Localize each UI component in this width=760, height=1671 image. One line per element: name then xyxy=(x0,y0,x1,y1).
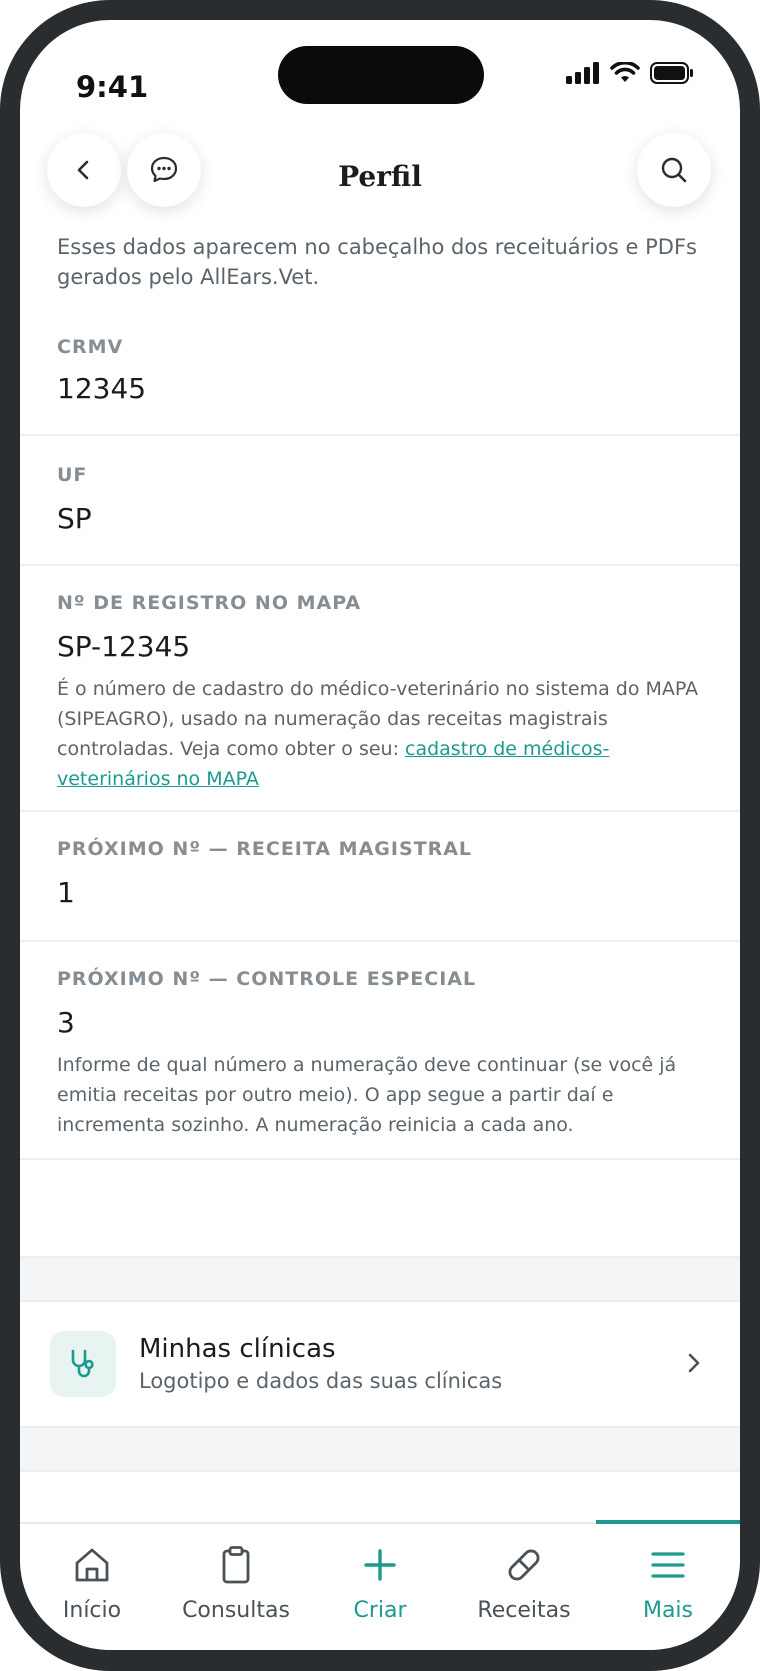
search-icon xyxy=(658,154,690,186)
tab-label: Mais xyxy=(642,1598,694,1623)
tab-consultas[interactable] xyxy=(164,1524,308,1650)
magistral-label: PRÓXIMO Nº — RECEITA MAGISTRAL xyxy=(57,838,473,860)
tab-inicio[interactable] xyxy=(20,1524,164,1650)
home-icon xyxy=(72,1545,112,1585)
tab-bar xyxy=(20,1522,740,1650)
mapa-label: Nº DE REGISTRO NO MAPA xyxy=(57,592,362,614)
crmv-field[interactable] xyxy=(20,316,740,436)
mapa-help-text: É o número de cadastro do médico-veterinário no sistema do MAPA (SIPEAGRO), usado na numeração das receitas magistrais controladas. Veja como obter o seu: xyxy=(57,678,699,760)
tab-criar[interactable] xyxy=(308,1524,452,1650)
tab-mais[interactable] xyxy=(596,1524,740,1650)
uf-field[interactable] xyxy=(20,436,740,566)
clinics-title: Minhas clínicas xyxy=(139,1334,336,1364)
chevron-right-icon xyxy=(682,1348,706,1378)
mapa-field[interactable] xyxy=(20,566,740,812)
battery-icon xyxy=(650,62,694,84)
uf-value[interactable]: SP xyxy=(57,502,92,535)
clinics-subtitle: Logotipo e dados das suas clínicas xyxy=(139,1369,503,1393)
controle-field[interactable] xyxy=(20,942,740,1160)
section-divider xyxy=(20,1256,740,1302)
uf-label: UF xyxy=(57,464,88,486)
mapa-help xyxy=(57,674,707,794)
crmv-label: CRMV xyxy=(57,336,124,358)
page-title: Perfil xyxy=(338,160,422,193)
pill-icon xyxy=(504,1545,544,1585)
wifi-icon xyxy=(610,62,640,84)
status-icons xyxy=(566,58,694,88)
section-divider xyxy=(20,1426,740,1472)
signal-icon xyxy=(566,62,600,84)
tab-label: Início xyxy=(62,1598,122,1623)
mapa-value[interactable]: SP-12345 xyxy=(57,630,191,663)
screen xyxy=(20,20,740,1650)
controle-value[interactable]: 3 xyxy=(57,1006,75,1039)
tab-label: Consultas xyxy=(182,1598,290,1623)
plus-icon xyxy=(360,1545,400,1585)
tab-label: Receitas xyxy=(477,1598,571,1623)
clipboard-icon xyxy=(216,1545,256,1585)
intro-text: Esses dados aparecem no cabeçalho dos receituários e PDFs gerados pelo AllEars.Vet. xyxy=(57,235,697,289)
crmv-value[interactable]: 12345 xyxy=(57,372,147,405)
clinic-icon-box xyxy=(50,1331,116,1397)
stethoscope-icon xyxy=(66,1347,100,1381)
controle-label: PRÓXIMO Nº — CONTROLE ESPECIAL xyxy=(57,968,477,990)
controle-help: Informe de qual número a numeração deve continuar (se você já emitia receitas por outro meio). O app segue a partir daí e incrementa sozinho. A numeração reinicia a cada ano. xyxy=(57,1054,677,1136)
search-button[interactable] xyxy=(637,133,711,207)
clinics-row[interactable] xyxy=(20,1302,740,1426)
magistral-value[interactable]: 1 xyxy=(57,876,75,909)
magistral-field[interactable] xyxy=(20,812,740,942)
status-time: 9:41 xyxy=(76,70,149,104)
dynamic-island xyxy=(278,46,484,104)
mapa-link[interactable]: cadastro de médicos-veterinários no MAPA xyxy=(57,738,610,790)
tab-receitas[interactable] xyxy=(452,1524,596,1650)
menu-icon xyxy=(648,1545,688,1585)
tab-label: Criar xyxy=(353,1598,407,1623)
